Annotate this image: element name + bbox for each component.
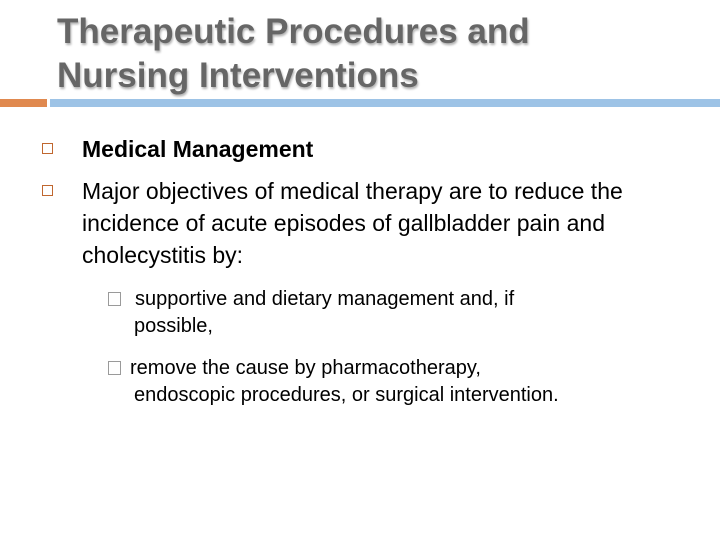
bullet-item-medical-management [42,133,682,165]
square-bullet-icon [42,143,53,154]
bullet-text: Medical Management [82,136,314,162]
title-line-2: Nursing Interventions [57,56,419,95]
sub-bullet-text-line1: supportive and dietary management and, if [135,288,515,310]
sub-bullet-supportive [108,286,708,340]
bullet-item-major-objectives [42,175,682,271]
title-line-1: Therapeutic Procedures and [57,12,530,51]
checkbox-bullet-icon [108,361,121,375]
checkbox-bullet-icon [108,292,121,306]
sub-bullet-remove-cause [108,355,708,409]
square-bullet-icon [42,185,53,196]
bullet-text: Major objectives of medical therapy are to reduce the incidence of acute episodes of gallbladder pain and cholecystitis by: [82,178,623,268]
sub-bullet-text-line2: endoscopic procedures, or surgical intervention. [134,384,559,406]
sub-bullet-text-line2: possible, [134,315,213,337]
sub-bullet-text-line1: remove the cause by pharmacotherapy, [130,357,481,379]
